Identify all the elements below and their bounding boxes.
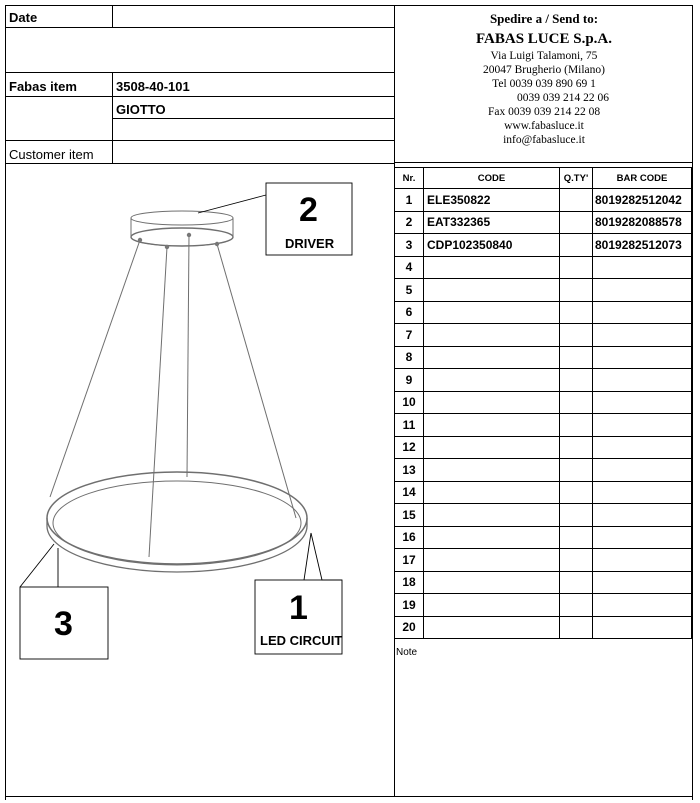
row-barcode: 8019282512042 [593, 189, 692, 212]
callout-driver-number: 2 [299, 191, 318, 229]
row-qty[interactable] [560, 504, 593, 527]
row-qty[interactable] [560, 436, 593, 459]
row-code [424, 549, 560, 572]
table-row [395, 211, 692, 234]
suspension-wire [217, 244, 296, 518]
table-row [395, 234, 692, 257]
row-qty[interactable] [560, 234, 593, 257]
table-row [395, 256, 692, 279]
row-nr: 18 [395, 571, 424, 594]
row-code [424, 391, 560, 414]
row-nr: 6 [395, 301, 424, 324]
row-code [424, 346, 560, 369]
suspension-wire [50, 240, 140, 497]
row-qty[interactable] [560, 549, 593, 572]
row-code [424, 256, 560, 279]
row-code [424, 616, 560, 639]
table-row [395, 459, 692, 482]
row-code [424, 324, 560, 347]
row-code: EAT332365 [424, 211, 560, 234]
parts-table [394, 167, 692, 639]
suspension-wire [149, 247, 167, 557]
row-qty[interactable] [560, 391, 593, 414]
row-qty[interactable] [560, 526, 593, 549]
row-barcode [593, 481, 692, 504]
table-row [395, 414, 692, 437]
row-nr: 20 [395, 616, 424, 639]
suspension-wire [187, 235, 189, 477]
ship-to-street: Via Luigi Talamoni, 75 [490, 50, 598, 62]
canopy-screw-icon [215, 242, 219, 246]
col-barcode: BAR CODE [593, 168, 692, 189]
table-row [395, 391, 692, 414]
row-nr: 15 [395, 504, 424, 527]
row-qty[interactable] [560, 414, 593, 437]
row-qty[interactable] [560, 481, 593, 504]
ship-to-email[interactable]: info@fabasluce.it [503, 134, 585, 146]
row-barcode [593, 459, 692, 482]
col-nr: Nr. [395, 168, 424, 189]
ship-to-tel2: 0039 039 214 22 06 [517, 92, 609, 104]
row-nr: 12 [395, 436, 424, 459]
table-row [395, 301, 692, 324]
row-nr: 2 [395, 211, 424, 234]
row-nr: 16 [395, 526, 424, 549]
row-qty[interactable] [560, 189, 593, 212]
ship-to-fax: Fax 0039 039 214 22 08 [487, 106, 601, 118]
row-code [424, 571, 560, 594]
item-name: GIOTTO [116, 102, 166, 117]
row-code: ELE350822 [424, 189, 560, 212]
row-code [424, 436, 560, 459]
row-qty[interactable] [560, 616, 593, 639]
row-code [424, 279, 560, 302]
table-row [395, 436, 692, 459]
col-qty: Q.TY' [560, 168, 593, 189]
row-barcode [593, 436, 692, 459]
table-row [395, 481, 692, 504]
row-barcode [593, 324, 692, 347]
date-label: Date [9, 10, 38, 25]
row-barcode [593, 256, 692, 279]
table-row [395, 324, 692, 347]
table-row [395, 526, 692, 549]
table-row [395, 346, 692, 369]
row-qty[interactable] [560, 346, 593, 369]
row-nr: 7 [395, 324, 424, 347]
ship-to-city: 20047 Brugherio (Milano) [482, 64, 605, 76]
row-nr: 3 [395, 234, 424, 257]
right-border [692, 5, 693, 800]
table-row [395, 189, 692, 212]
row-code [424, 594, 560, 617]
row-barcode [593, 571, 692, 594]
row-qty[interactable] [560, 459, 593, 482]
ship-to-company: FABAS LUCE S.p.A. [475, 31, 612, 47]
table-row [395, 549, 692, 572]
row-qty[interactable] [560, 594, 593, 617]
table-row [395, 616, 692, 639]
row-barcode [593, 369, 692, 392]
row-barcode [593, 526, 692, 549]
row-nr: 1 [395, 189, 424, 212]
canopy-top [131, 211, 233, 225]
ship-to-title: Spedire a / Send to: [489, 11, 599, 26]
row-nr: 19 [395, 594, 424, 617]
row-barcode [593, 594, 692, 617]
canopy-screw-icon [165, 245, 169, 249]
parts-table-header [395, 168, 692, 189]
ship-to-tel1: Tel 0039 039 890 69 1 [492, 78, 596, 90]
row-code [424, 301, 560, 324]
table-row [395, 594, 692, 617]
customer-item-label: Customer item [9, 147, 94, 162]
row-code: CDP102350840 [424, 234, 560, 257]
row-barcode [593, 346, 692, 369]
row-qty[interactable] [560, 211, 593, 234]
row-barcode [593, 391, 692, 414]
row-nr: 8 [395, 346, 424, 369]
row-qty[interactable] [560, 571, 593, 594]
table-row [395, 504, 692, 527]
row-nr: 4 [395, 256, 424, 279]
row-nr: 13 [395, 459, 424, 482]
row-nr: 17 [395, 549, 424, 572]
row-barcode [593, 616, 692, 639]
row-code [424, 459, 560, 482]
row-barcode [593, 504, 692, 527]
canopy-screw-icon [187, 233, 191, 237]
row-code [424, 504, 560, 527]
row-qty[interactable] [560, 369, 593, 392]
row-barcode [593, 279, 692, 302]
row-nr: 10 [395, 391, 424, 414]
row-code [424, 481, 560, 504]
bottom-border [5, 796, 693, 797]
table-row [395, 571, 692, 594]
row-barcode [593, 549, 692, 572]
row-barcode [593, 414, 692, 437]
canopy-screw-icon [138, 238, 142, 242]
row-nr: 11 [395, 414, 424, 437]
callout-led-number: 1 [289, 589, 308, 627]
row-code [424, 526, 560, 549]
row-qty[interactable] [560, 256, 593, 279]
table-row [395, 279, 692, 302]
row-nr: 9 [395, 369, 424, 392]
callout-led-label: LED CIRCUIT [260, 633, 343, 648]
row-code [424, 369, 560, 392]
col-code: CODE [424, 168, 560, 189]
row-nr: 14 [395, 481, 424, 504]
row-qty[interactable] [560, 301, 593, 324]
row-qty[interactable] [560, 324, 593, 347]
led-ring-outer [47, 472, 307, 564]
ship-to-web[interactable]: www.fabasluce.it [504, 120, 584, 132]
callout-ring-number: 3 [54, 605, 73, 643]
fabas-item-label: Fabas item [9, 79, 77, 94]
row-qty[interactable] [560, 279, 593, 302]
canopy-body [131, 218, 233, 246]
row-barcode: 8019282512073 [593, 234, 692, 257]
row-code [424, 414, 560, 437]
item-code: 3508-40-101 [116, 79, 190, 94]
row-barcode: 8019282088578 [593, 211, 692, 234]
callout-driver-label: DRIVER [285, 236, 335, 251]
row-barcode [593, 301, 692, 324]
row-nr: 5 [395, 279, 424, 302]
note-label: Note [396, 647, 418, 658]
table-row [395, 369, 692, 392]
